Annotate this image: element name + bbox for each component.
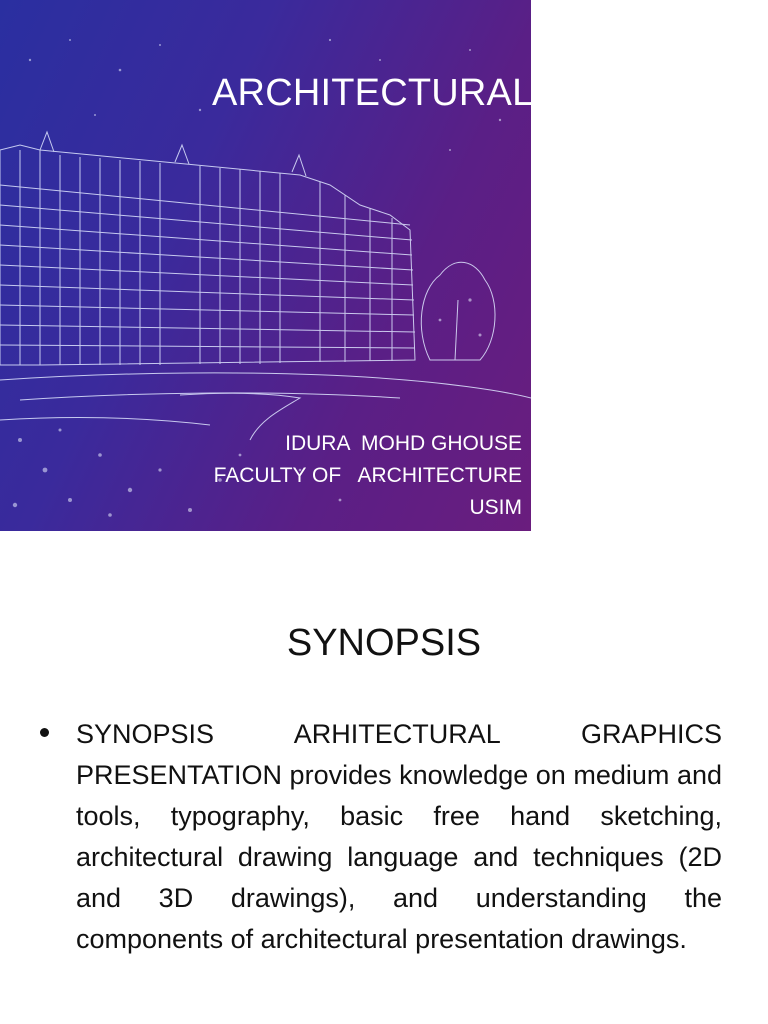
slide-title: ARCHITECTURAL GRAPHIC [212, 72, 739, 114]
author-institution: USIM [469, 496, 522, 519]
bullet-icon [40, 728, 49, 737]
author-name: IDURA MOHD GHOUSE [285, 432, 522, 455]
synopsis-bullet [40, 714, 722, 960]
author-faculty: FACULTY OF ARCHITECTURE [213, 464, 522, 487]
title-slide [0, 0, 531, 531]
synopsis-heading: SYNOPSIS [286, 622, 482, 664]
synopsis-text: SYNOPSIS ARHITECTURAL GRAPHICS PRESENTATION provides knowledge on medium and tools, typography, basic free hand sketching, architectural drawing language and techniques (2D and 3D drawings), and understanding the components of architectural presentation drawings. [76, 719, 722, 954]
author-block [214, 428, 522, 524]
